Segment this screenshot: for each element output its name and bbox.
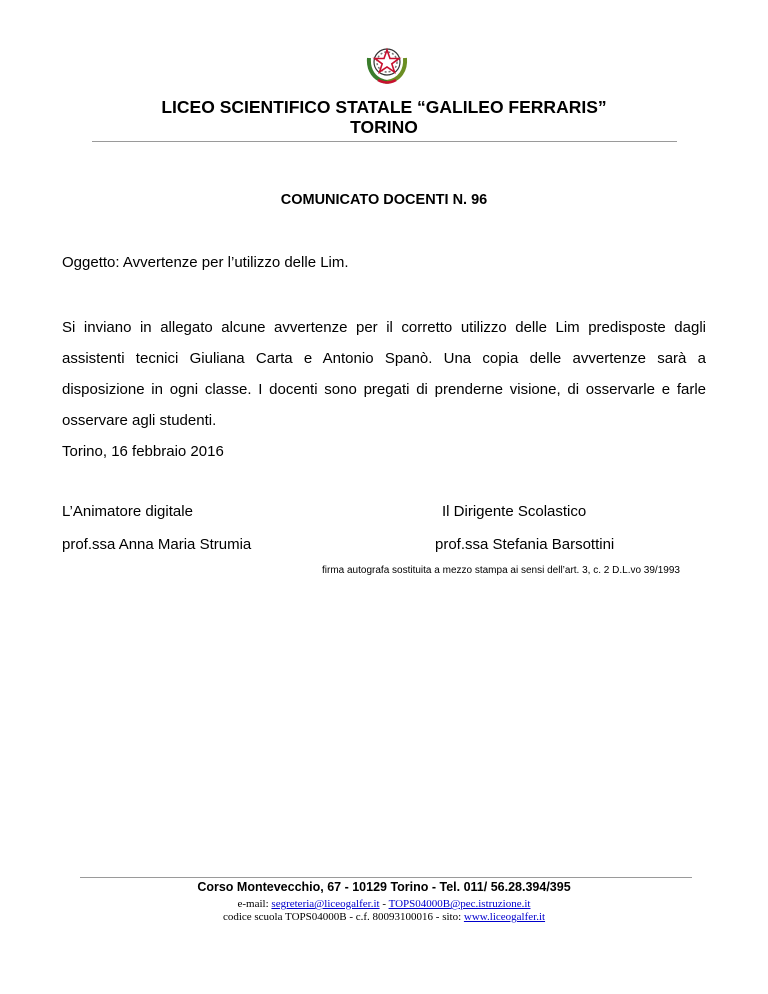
footer-codes bbox=[0, 911, 768, 923]
footer-address: Corso Montevecchio, 67 - 10129 Torino - Tel. 011/ 56.28.394/395 bbox=[197, 880, 571, 894]
email-link[interactable]: segreteria@liceogalfer.it bbox=[271, 898, 380, 910]
left-signature-name: prof.ssa Anna Maria Strumia bbox=[62, 536, 252, 553]
email-label: e-mail: bbox=[237, 898, 272, 910]
codes-text: codice scuola TOPS04000B - c.f. 80093100016 - sito: bbox=[222, 911, 464, 923]
header-divider bbox=[92, 141, 677, 142]
pec-link[interactable]: TOPS04000B@pec.istruzione.it bbox=[388, 898, 531, 910]
subject-line: Oggetto: Avvertenze per l’utilizzo delle Lim. bbox=[62, 254, 349, 271]
right-signature-name: prof.ssa Stefania Barsottini bbox=[435, 536, 615, 553]
school-name: LICEO SCIENTIFICO STATALE “GALILEO FERRARIS” bbox=[161, 97, 607, 117]
communique-title: COMUNICATO DOCENTI N. 96 bbox=[280, 192, 488, 208]
footer-divider bbox=[80, 877, 692, 878]
signature-note: firma autografa sostituita a mezzo stampa ai sensi dell’art. 3, c. 2 D.L.vo 39/1993 bbox=[322, 565, 680, 576]
school-city: TORINO bbox=[350, 117, 418, 137]
body-paragraph: Si inviano in allegato alcune avvertenze per il corretto utilizzo delle Lim predisposte dagli assistenti tecnici Giuliana Carta e Antonio Spanò. Una copia delle avvertenze sarà a disposizione in ogni classe. I docenti sono pregati di prenderne visione, di osservarle e farle osservare agli studenti. bbox=[62, 319, 706, 429]
italian-republic-emblem-icon bbox=[364, 40, 410, 86]
footer-contacts bbox=[0, 898, 768, 910]
left-signature-role: L’Animatore digitale bbox=[62, 503, 193, 520]
email-separator: - bbox=[379, 898, 389, 910]
site-link[interactable]: www.liceogalfer.it bbox=[463, 911, 546, 923]
date-line: Torino, 16 febbraio 2016 bbox=[62, 443, 224, 460]
right-signature-role: Il Dirigente Scolastico bbox=[442, 503, 587, 520]
